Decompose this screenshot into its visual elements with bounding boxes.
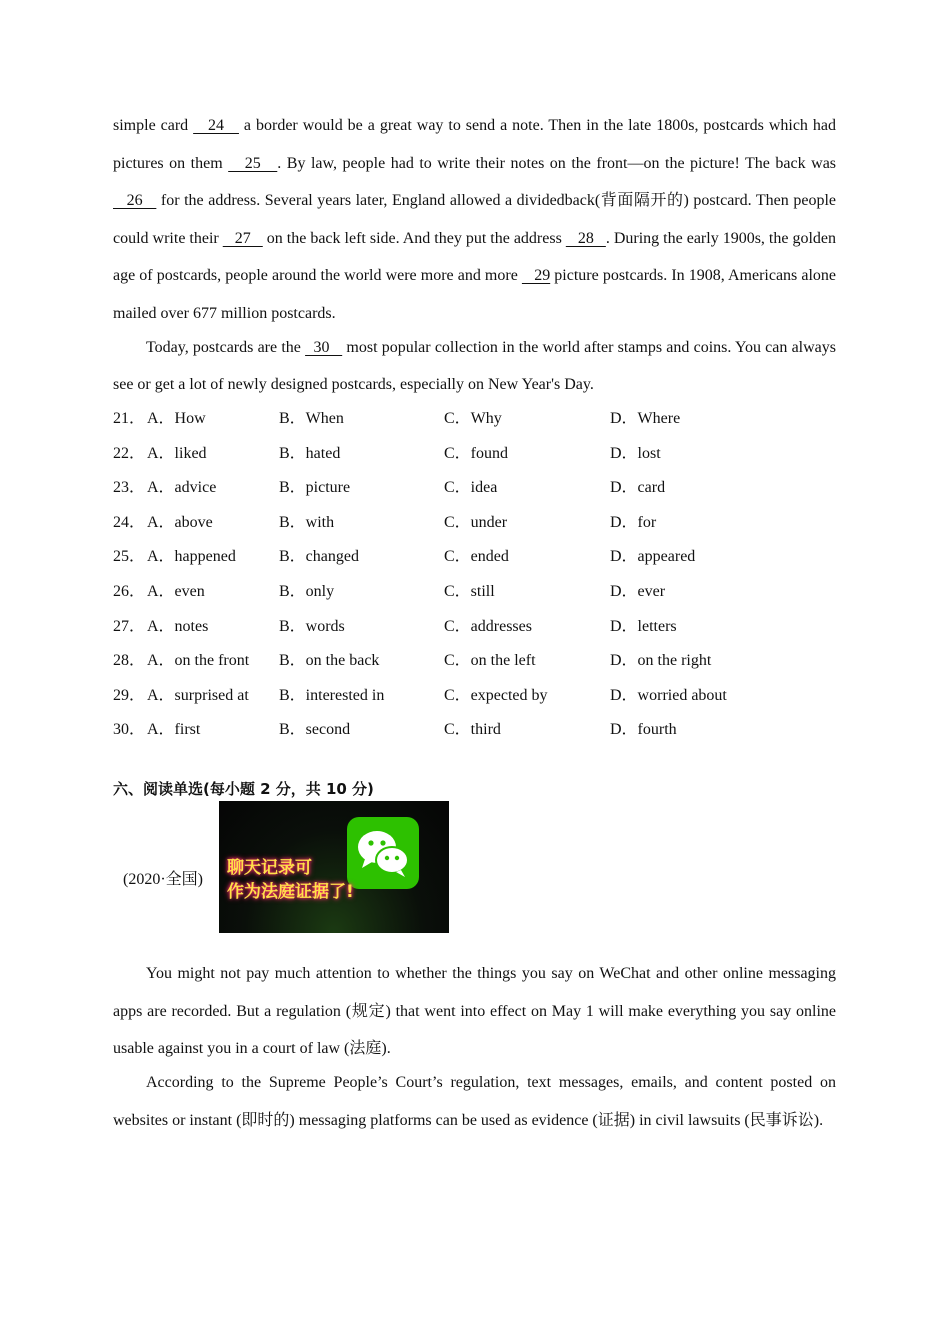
option-row-28	[113, 644, 853, 679]
option-c: C．idea	[444, 479, 498, 497]
option-a: A．above	[147, 513, 213, 531]
option-a: A．notes	[147, 617, 209, 635]
option-b: B．hated	[279, 444, 341, 462]
cloze-paragraph-2: Today, postcards are the 30 most popular collection in the world after stamps and coins. You can always see or get a lot of newly designed postcards, especially on New Year's Day.	[113, 339, 837, 393]
option-c: C．Why	[444, 410, 502, 427]
question-number: 21．	[113, 410, 146, 427]
blank-26: 26	[113, 192, 157, 209]
blank-29: 29	[521, 267, 551, 284]
option-b: B．changed	[279, 548, 359, 566]
question-number: 26．	[113, 582, 146, 600]
question-number: 29．	[113, 686, 146, 704]
section-heading: 六、阅读单选(每小题 2 分，共 10 分)	[113, 780, 374, 798]
question-number: 28．	[113, 652, 146, 670]
option-row-24	[113, 506, 853, 541]
question-number: 23．	[113, 479, 146, 497]
blank-30: 30	[305, 339, 343, 356]
option-row-25	[113, 540, 853, 575]
option-row-21	[113, 402, 853, 437]
option-a: A．liked	[147, 444, 207, 462]
blank-27: 27	[222, 229, 263, 247]
option-c: C．still	[444, 582, 495, 600]
option-c: C．third	[444, 721, 501, 739]
option-b: B．with	[279, 513, 335, 531]
option-b: B．interested in	[279, 686, 385, 704]
option-a: A．first	[147, 721, 201, 739]
option-b: B．second	[279, 721, 351, 739]
option-d: D．lost	[610, 444, 661, 462]
image-caption: 聊天记录可 作为法庭证据了!	[227, 858, 354, 902]
blank-28: 28	[565, 229, 606, 247]
option-a: A．happened	[147, 548, 236, 566]
reading-paragraph-1: You might not pay much attention to whether the things you say on WeChat and other online messaging apps are recorded. But a regulation (规定) that went into effect on May 1 will make everything you say online usable against you in a court of law (法庭).	[113, 965, 836, 1057]
option-row-22	[113, 437, 853, 472]
option-d: D．for	[610, 513, 657, 531]
source-label: (2020·全国)	[123, 871, 203, 888]
cloze-paragraph-1: simple card 24 a border would be a great way to send a note. Then in the late 1800s, postcards which had pictures on them 25 . By law, people had to write their notes on the front—on the picture! The back was 26 for the address. Several years later, England allowed a dividedback(背面隔开的) postcard. Then people could write their 27 on the back left side. And they put the address 28 . During the early 1900s, the golden age of postcards, people around the world were more and more 29 picture postcards. In 1908, Americans alone mailed over 677 million postcards.	[113, 117, 837, 322]
option-row-27	[113, 610, 853, 645]
question-number: 24．	[113, 513, 146, 531]
option-d: D．worried about	[610, 686, 727, 704]
option-b: B．When	[279, 410, 344, 427]
option-a: A．How	[147, 410, 206, 427]
option-a: A．surprised at	[147, 686, 249, 704]
option-c: C．expected by	[444, 686, 548, 704]
option-b: B．only	[279, 582, 335, 600]
blank-24: 24	[193, 117, 239, 134]
option-d: D．ever	[610, 582, 666, 600]
answer-options	[113, 402, 853, 748]
question-number: 25．	[113, 548, 146, 566]
option-a: A．on the front	[147, 652, 250, 670]
option-c: C．addresses	[444, 617, 532, 635]
option-row-23	[113, 471, 853, 506]
option-b: B．on the back	[279, 652, 380, 670]
option-b: B．words	[279, 617, 345, 635]
option-row-26	[113, 575, 853, 610]
option-row-29	[113, 679, 853, 714]
option-d: D．appeared	[610, 548, 696, 566]
option-d: D．card	[610, 479, 666, 497]
option-c: C．under	[444, 513, 508, 531]
blank-25: 25	[228, 154, 278, 172]
option-c: C．found	[444, 444, 509, 462]
option-d: D．Where	[610, 410, 681, 427]
option-d: D．letters	[610, 617, 677, 635]
question-number: 27．	[113, 617, 146, 635]
wechat-news-image	[219, 801, 449, 933]
option-d: D．on the right	[610, 652, 712, 670]
option-a: A．even	[147, 582, 205, 600]
option-d: D．fourth	[610, 721, 677, 739]
option-c: C．ended	[444, 548, 509, 566]
question-number: 30．	[113, 721, 146, 739]
reading-paragraph-2: According to the Supreme People’s Court’s regulation, text messages, emails, and content posted on websites or instant (即时的) messaging platforms can be used as evidence (证据) in civil lawsuits (民事诉讼).	[113, 1074, 836, 1129]
question-number: 22．	[113, 444, 146, 462]
option-b: B．picture	[279, 479, 351, 497]
option-row-30	[113, 713, 853, 748]
option-a: A．advice	[147, 479, 217, 497]
option-c: C．on the left	[444, 652, 536, 670]
